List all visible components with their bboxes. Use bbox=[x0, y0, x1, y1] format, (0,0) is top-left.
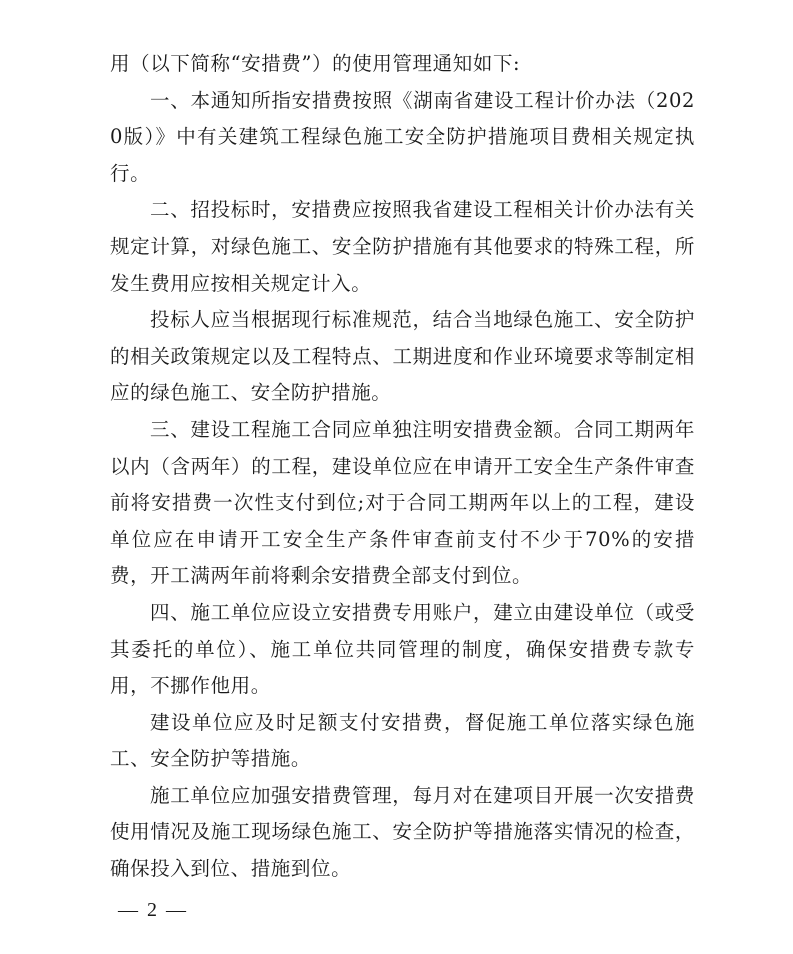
paragraph-contractor-unit: 施工单位应加强安措费管理，每月对在建项目开展一次安措费使用情况及施工现场绿色施工、安全防护等措施落实情况的检查，确保投入到位、措施到位。 bbox=[110, 783, 695, 881]
paragraph-item-2: 二、招投标时，安措费应按照我省建设工程相关计价办法有关规定计算，对绿色施工、安全防护措施有其他要求的特殊工程，所发生费用应按相关规定计入。 bbox=[110, 198, 695, 295]
paragraph-bidder-requirements: 投标人应当根据现行标准规范，结合当地绿色施工、安全防护的相关政策规定以及工程特点、工期进度和作业环境要求等制定相应的绿色施工、安全防护措施。 bbox=[110, 308, 695, 405]
paragraph-item-3: 三、建设工程施工合同应单独注明安措费金额。合同工期两年以内（含两年）的工程，建设单位应在申请开工安全生产条件审查前将安措费一次性支付到位;对于合同工期两年以上的工程，建设单位应在申请开工安全生产条件审查前支付不少于70%的安措费，开工满两年前将剩余安措费全部支付到位。 bbox=[110, 417, 695, 588]
page-number: — 2 — bbox=[118, 899, 188, 921]
document-body bbox=[110, 46, 695, 888]
paragraph-continuation: 用（以下简称“安措费”）的使用管理通知如下: bbox=[110, 52, 521, 75]
paragraph-construction-unit: 建设单位应及时足额支付安措费，督促施工单位落实绿色施工、安全防护等措施。 bbox=[110, 710, 695, 771]
paragraph-item-4: 四、施工单位应设立安措费专用账户，建立由建设单位（或受其委托的单位）、施工单位共同管理的制度，确保安措费专款专用，不挪作他用。 bbox=[110, 600, 695, 698]
paragraph-item-1: 一、本通知所指安措费按照《湖南省建设工程计价办法（2020版）》中有关建筑工程绿色施工安全防护措施项目费相关规定执行。 bbox=[110, 88, 695, 185]
